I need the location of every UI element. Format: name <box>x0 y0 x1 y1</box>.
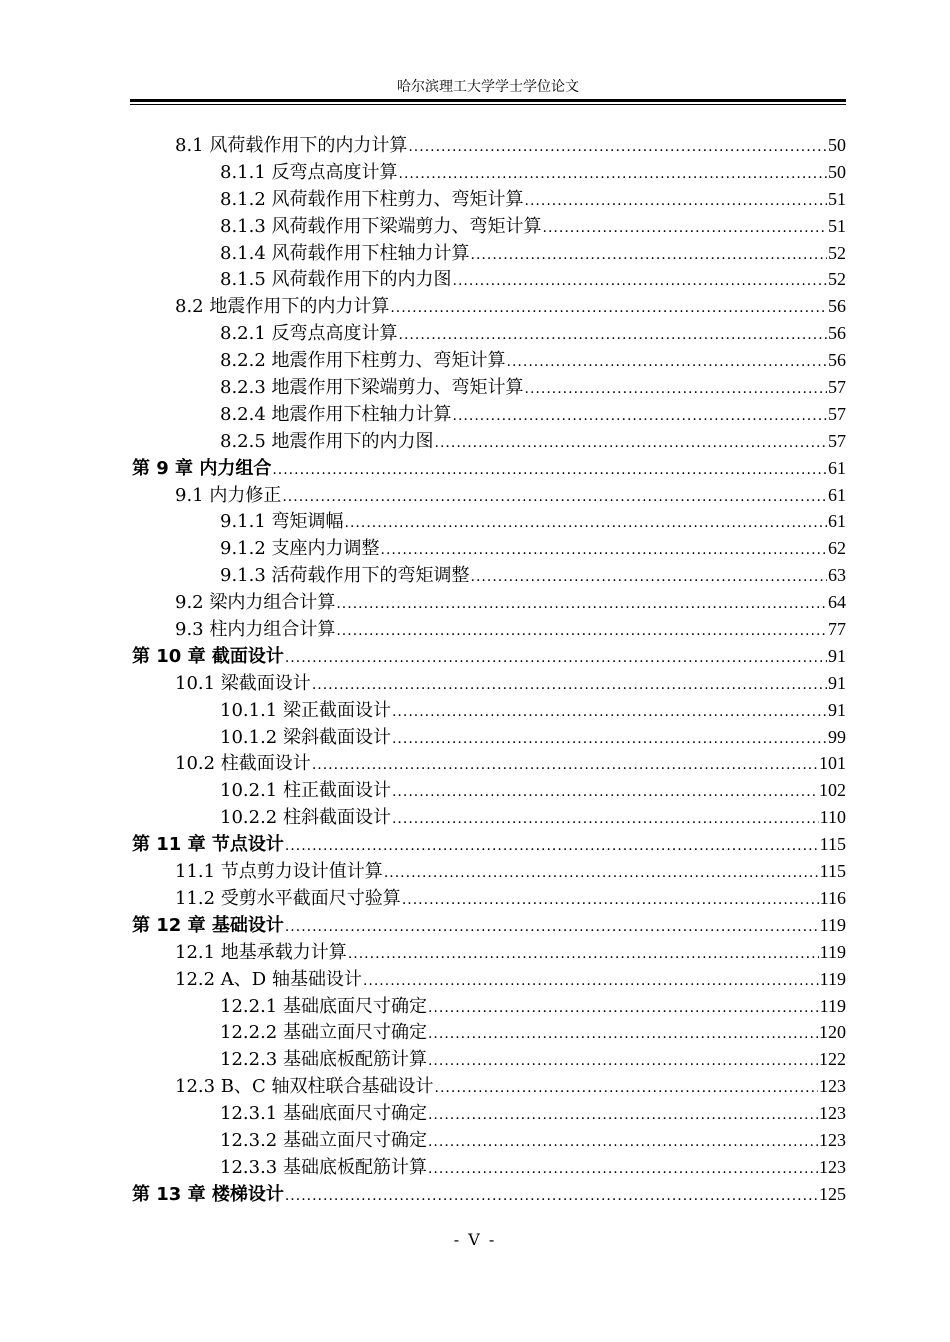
toc-subsection-entry[interactable] <box>132 347 846 374</box>
toc-entry-title: 12.2.3 基础底板配筋计算 <box>220 1049 427 1071</box>
toc-chapter-entry[interactable] <box>132 643 846 670</box>
toc-dot-leader <box>453 403 827 429</box>
table-of-contents <box>132 132 846 1208</box>
toc-dot-leader <box>435 1075 818 1101</box>
toc-entry-page: 62 <box>828 538 846 559</box>
toc-dot-leader <box>543 215 827 241</box>
toc-section-entry[interactable] <box>132 589 846 616</box>
toc-entry-title: 8.1.2 风荷载作用下柱剪力、弯矩计算 <box>220 188 524 210</box>
toc-entry-page: 50 <box>828 161 846 182</box>
toc-dot-leader <box>507 349 827 375</box>
toc-dot-leader <box>285 645 827 671</box>
toc-entry-title: 12.3.3 基础底板配筋计算 <box>220 1156 427 1178</box>
toc-entry-page: 91 <box>828 645 846 666</box>
toc-section-entry[interactable] <box>132 482 846 509</box>
toc-section-entry[interactable] <box>132 293 846 320</box>
toc-entry-title: 12.3 B、C 轴双柱联合基础设计 <box>175 1076 434 1098</box>
toc-section-entry[interactable] <box>132 616 846 643</box>
toc-entry-page: 77 <box>828 619 846 640</box>
toc-entry-page: 91 <box>828 699 846 720</box>
toc-entry-title: 12.3.2 基础立面尺寸确定 <box>220 1129 427 1151</box>
toc-subsection-entry[interactable] <box>132 724 846 751</box>
toc-entry-title: 9.1.1 弯矩调幅 <box>220 511 344 533</box>
toc-entry-title: 8.1 风荷载作用下的内力计算 <box>175 135 408 156</box>
toc-entry-page: 64 <box>828 592 846 613</box>
toc-subsection-entry[interactable] <box>132 993 846 1020</box>
toc-dot-leader <box>384 860 819 886</box>
toc-subsection-entry[interactable] <box>132 562 846 589</box>
toc-dot-leader <box>428 1021 818 1047</box>
toc-entry-title: 8.2.5 地震作用下的内力图 <box>220 430 434 452</box>
toc-chapter-entry[interactable] <box>132 1181 846 1208</box>
toc-entry-title: 第 13 章 楼梯设计 <box>132 1183 284 1205</box>
toc-dot-leader <box>336 591 827 617</box>
toc-entry-title: 9.1 内力修正 <box>175 484 282 506</box>
toc-entry-title: 9.2 梁内力组合计算 <box>175 592 336 614</box>
toc-entry-title: 12.1 地基承载力计算 <box>175 941 347 963</box>
toc-dot-leader <box>272 457 827 483</box>
toc-dot-leader <box>282 484 827 510</box>
toc-section-entry[interactable] <box>132 750 846 777</box>
toc-dot-leader <box>345 510 827 536</box>
toc-entry-page: 123 <box>819 1129 846 1150</box>
toc-entry-title: 8.2 地震作用下的内力计算 <box>175 296 390 318</box>
toc-entry-title: 第 11 章 节点设计 <box>132 834 284 856</box>
toc-entry-title: 8.1.3 风荷载作用下梁端剪力、弯矩计算 <box>220 215 542 237</box>
toc-entry-page: 57 <box>828 403 846 424</box>
toc-entry-page: 56 <box>828 350 846 371</box>
toc-entry-title: 9.1.3 活荷载作用下的弯矩调整 <box>220 565 470 587</box>
toc-subsection-entry[interactable] <box>132 1154 846 1181</box>
toc-entry-title: 10.1.1 梁正截面设计 <box>220 699 391 721</box>
toc-entry-page: 123 <box>819 1076 846 1097</box>
toc-entry-title: 11.2 受剪水平截面尺寸验算 <box>175 887 401 909</box>
toc-subsection-entry[interactable] <box>132 697 846 724</box>
page-number: - V - <box>453 1230 497 1249</box>
toc-entry-page: 125 <box>819 1183 846 1204</box>
toc-dot-leader <box>348 941 819 967</box>
toc-entry-title: 12.2.2 基础立面尺寸确定 <box>220 1022 427 1044</box>
toc-dot-leader <box>471 564 827 590</box>
running-header: 哈尔滨理工大学学士学位论文 <box>397 79 579 95</box>
toc-entry-title: 10.2.2 柱斜截面设计 <box>220 807 391 829</box>
toc-section-entry[interactable] <box>132 858 846 885</box>
toc-subsection-entry[interactable] <box>132 1127 846 1154</box>
toc-entry-title: 第 9 章 内力组合 <box>132 457 272 479</box>
toc-entry-title: 10.2.1 柱正截面设计 <box>220 780 391 802</box>
toc-entry-title: 8.2.2 地震作用下柱剪力、弯矩计算 <box>220 350 506 372</box>
toc-entry-page: 56 <box>828 296 846 317</box>
toc-entry-page: 56 <box>828 323 846 344</box>
toc-dot-leader <box>408 134 827 160</box>
toc-section-entry[interactable] <box>132 1073 846 1100</box>
toc-subsection-entry[interactable] <box>132 508 846 535</box>
toc-entry-title: 10.1 梁截面设计 <box>175 672 311 694</box>
toc-subsection-entry[interactable] <box>132 804 846 831</box>
toc-entry-page: 110 <box>819 807 846 828</box>
toc-subsection-entry[interactable] <box>132 1046 846 1073</box>
toc-subsection-entry[interactable] <box>132 535 846 562</box>
toc-entry-title: 12.2.1 基础底面尺寸确定 <box>220 995 427 1017</box>
toc-entry-title: 8.1.1 反弯点高度计算 <box>220 161 398 183</box>
toc-section-entry[interactable] <box>132 670 846 697</box>
toc-entry-page: 52 <box>828 269 846 290</box>
toc-entry-page: 52 <box>828 242 846 263</box>
toc-entry-title: 8.1.5 风荷载作用下的内力图 <box>220 269 452 291</box>
toc-entry-title: 第 12 章 基础设计 <box>132 914 284 936</box>
toc-dot-leader <box>428 1129 818 1155</box>
toc-section-entry[interactable] <box>132 132 846 159</box>
toc-entry-page: 122 <box>819 1049 846 1070</box>
toc-entry-page: 119 <box>819 995 846 1016</box>
toc-dot-leader <box>392 779 818 805</box>
toc-subsection-entry[interactable] <box>132 266 846 293</box>
toc-dot-leader <box>285 833 819 859</box>
toc-dot-leader <box>312 752 818 778</box>
toc-dot-leader <box>428 1156 818 1182</box>
toc-entry-title: 10.2 柱截面设计 <box>175 753 311 775</box>
toc-entry-page: 120 <box>819 1022 846 1043</box>
toc-entry-page: 119 <box>819 941 846 962</box>
toc-entry-title: 10.1.2 梁斜截面设计 <box>220 726 391 748</box>
toc-subsection-entry[interactable] <box>132 1100 846 1127</box>
toc-section-entry[interactable] <box>132 885 846 912</box>
toc-entry-title: 8.2.1 反弯点高度计算 <box>220 323 398 345</box>
toc-subsection-entry[interactable] <box>132 213 846 240</box>
toc-entry-page: 99 <box>828 726 846 747</box>
toc-entry-title: 12.2 A、D 轴基础设计 <box>175 968 362 990</box>
toc-entry-title: 8.2.3 地震作用下梁端剪力、弯矩计算 <box>220 377 524 399</box>
toc-dot-leader <box>399 161 827 187</box>
toc-entry-page: 123 <box>819 1103 846 1124</box>
toc-entry-page: 115 <box>819 861 846 882</box>
toc-dot-leader <box>392 806 819 832</box>
toc-entry-page: 57 <box>828 377 846 398</box>
toc-dot-leader <box>428 1102 818 1128</box>
toc-entry-title: 第 10 章 截面设计 <box>132 645 284 667</box>
toc-dot-leader <box>402 887 819 913</box>
toc-entry-title: 12.3.1 基础底面尺寸确定 <box>220 1103 427 1125</box>
toc-dot-leader <box>453 268 827 294</box>
toc-entry-page: 101 <box>819 753 846 774</box>
toc-dot-leader <box>435 430 827 456</box>
toc-dot-leader <box>381 537 827 563</box>
toc-entry-title: 8.1.4 风荷载作用下柱轴力计算 <box>220 242 470 264</box>
toc-subsection-entry[interactable] <box>132 1019 846 1046</box>
toc-subsection-entry[interactable] <box>132 186 846 213</box>
toc-dot-leader <box>285 1183 818 1209</box>
toc-entry-page: 61 <box>828 511 846 532</box>
toc-entry-page: 119 <box>819 968 846 989</box>
toc-chapter-entry[interactable] <box>132 831 846 858</box>
toc-dot-leader <box>525 188 827 214</box>
toc-entry-title: 9.3 柱内力组合计算 <box>175 619 336 641</box>
toc-entry-title: 11.1 节点剪力设计值计算 <box>175 861 383 883</box>
toc-entry-page: 123 <box>819 1156 846 1177</box>
toc-dot-leader <box>363 968 819 994</box>
toc-dot-leader <box>392 726 827 752</box>
toc-subsection-entry[interactable] <box>132 777 846 804</box>
header-rule-thick <box>130 99 846 102</box>
toc-subsection-entry[interactable] <box>132 374 846 401</box>
toc-entry-page: 115 <box>819 834 846 855</box>
toc-entry-page: 51 <box>828 215 846 236</box>
toc-entry-page: 63 <box>828 565 846 586</box>
toc-entry-page: 119 <box>819 914 846 935</box>
toc-chapter-entry[interactable] <box>132 912 846 939</box>
toc-dot-leader <box>392 699 827 725</box>
toc-dot-leader <box>390 295 827 321</box>
toc-dot-leader <box>399 322 827 348</box>
toc-dot-leader <box>428 995 819 1021</box>
toc-entry-page: 51 <box>828 188 846 209</box>
toc-dot-leader <box>336 618 827 644</box>
toc-dot-leader <box>525 376 827 402</box>
toc-dot-leader <box>285 914 819 940</box>
toc-subsection-entry[interactable] <box>132 240 846 267</box>
toc-entry-page: 116 <box>819 887 846 908</box>
toc-entry-page: 50 <box>828 135 846 155</box>
toc-entry-page: 61 <box>828 484 846 505</box>
toc-entry-title: 8.2.4 地震作用下柱轴力计算 <box>220 403 452 425</box>
toc-entry-page: 57 <box>828 430 846 451</box>
toc-entry-page: 61 <box>828 457 846 478</box>
toc-entry-page: 91 <box>828 672 846 693</box>
toc-subsection-entry[interactable] <box>132 428 846 455</box>
toc-subsection-entry[interactable] <box>132 401 846 428</box>
toc-subsection-entry[interactable] <box>132 320 846 347</box>
toc-section-entry[interactable] <box>132 939 846 966</box>
header-rule-thin <box>130 104 846 105</box>
toc-entry-page: 102 <box>819 780 846 801</box>
toc-dot-leader <box>428 1048 818 1074</box>
toc-chapter-entry[interactable] <box>132 455 846 482</box>
toc-section-entry[interactable] <box>132 966 846 993</box>
toc-entry-title: 9.1.2 支座内力调整 <box>220 538 380 560</box>
toc-subsection-entry[interactable] <box>132 159 846 186</box>
toc-dot-leader <box>471 242 827 268</box>
toc-dot-leader <box>312 672 827 698</box>
